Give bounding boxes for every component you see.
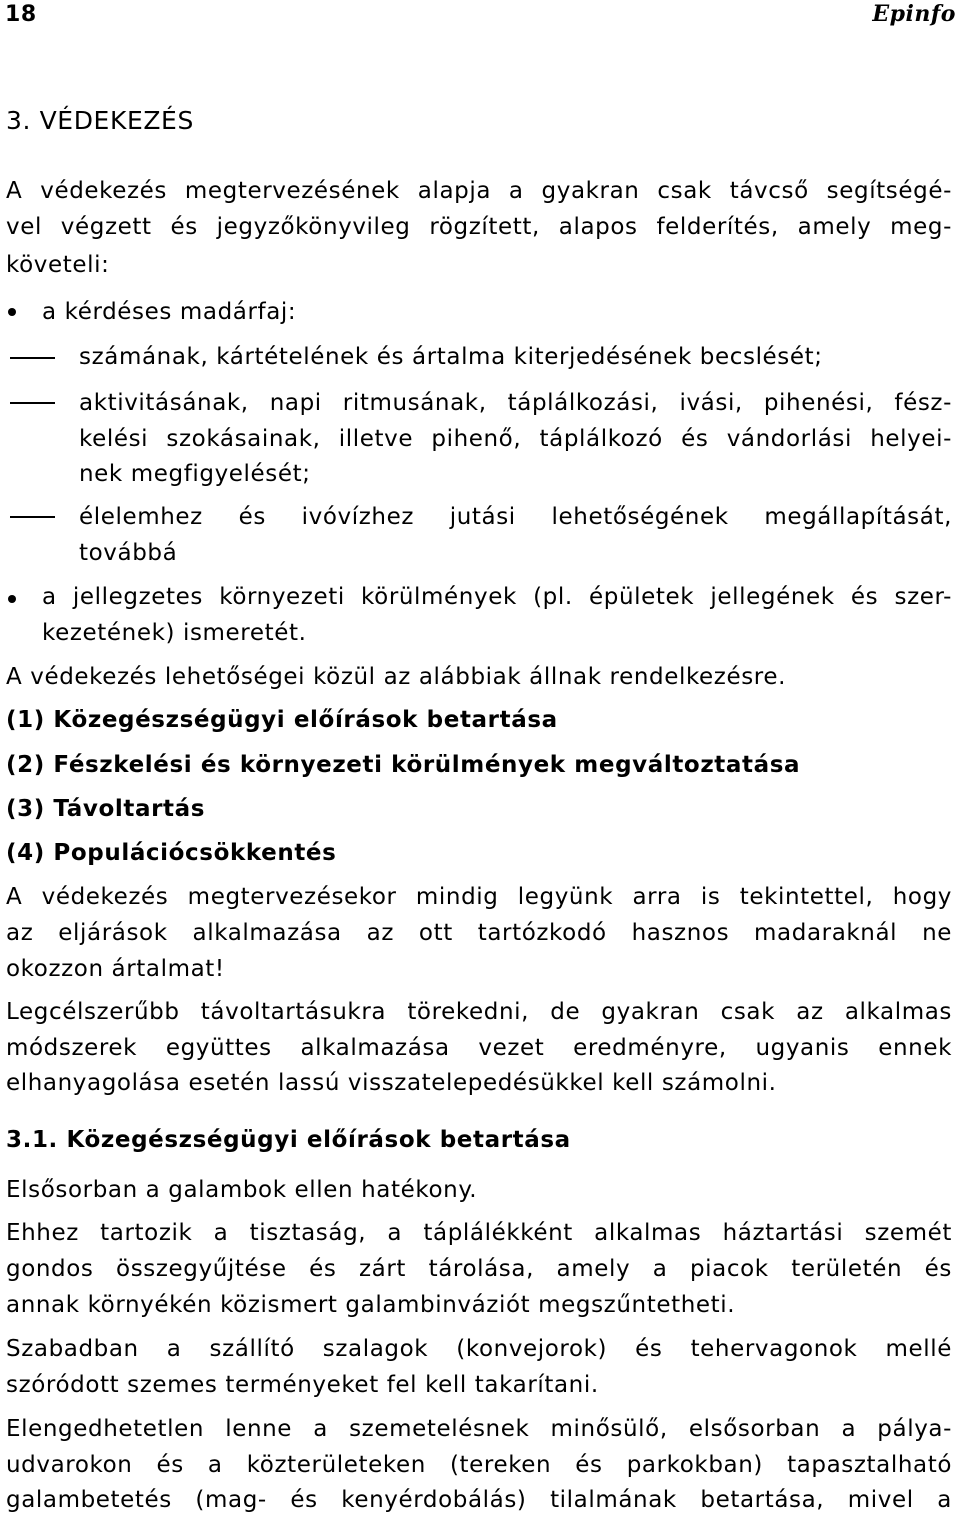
dash-2-line-3: nek megfigyelését; (79, 461, 311, 487)
option-item: (1) Közegészségügyi előírások betartása (6, 707, 558, 733)
dash-2-line-1: aktivitásának, napi ritmusának, táplálkozási, ivási, pihenési, fész- (79, 390, 952, 416)
para-5-line-2: szóródott szemes terményeket fel kell takarítani. (6, 1372, 599, 1398)
para-3: Elsősorban a galambok ellen hatékony. (6, 1177, 478, 1203)
dash-3-line-1: élelemhez és ivóvízhez jutási lehetőségének megállapítását, (79, 504, 952, 530)
para-6-line-2: udvarokon és a közterületeken (tereken és parkokban) tapasztalható (6, 1452, 952, 1478)
option-item: (4) Populációcsökkentés (6, 840, 337, 866)
page-number: 18 (5, 2, 37, 27)
intro-line-3: követeli: (6, 252, 110, 278)
dash-2-line-2: kelési szokásainak, illetve pihenő, táplálkozó és vándorlási helyei- (79, 426, 952, 452)
bullet-1-text: a kérdéses madárfaj: (42, 299, 297, 325)
option-item: (3) Távoltartás (6, 796, 206, 822)
intro-line-1: A védekezés megtervezésének alapja a gyakran csak távcső segítségé- (6, 178, 952, 204)
intro-line-2: vel végzett és jegyzőkönyvileg rögzített, alapos felderítés, amely meg- (6, 214, 952, 240)
section-title: 3.1. Közegészségügyi előírások betartása (6, 1127, 571, 1153)
dash-3-line-2: továbbá (79, 540, 178, 566)
options-intro: A védekezés lehetőségei közül az alábbiak állnak rendelkezésre. (6, 664, 787, 690)
bullet-2-line-1: a jellegzetes környezeti körülmények (pl. épületek jellegének és szer- (42, 584, 952, 610)
para-2-line-3: elhanyagolása esetén lassú visszatelepedésükkel kell számolni. (6, 1070, 777, 1096)
para-4-line-2: gondos összegyűjtése és zárt tárolása, amely a piacok területén és (6, 1256, 952, 1282)
dash-icon (10, 357, 55, 359)
para-2-line-1: Legcélszerűbb távoltartásukra törekedni, de gyakran csak az alkalmas (6, 999, 952, 1025)
para-5-line-1: Szabadban a szállító szalagok (konvejorok) és tehervagonok mellé (6, 1336, 952, 1362)
dash-icon (10, 402, 55, 404)
para-1-line-1: A védekezés megtervezésekor mindig legyünk arra is tekintettel, hogy (6, 884, 952, 910)
bullet-icon (8, 595, 16, 603)
brand-logo: Epinfo (872, 1, 956, 27)
dash-icon (10, 516, 55, 518)
dash-1-text: számának, kártételének és ártalma kiterjedésének becslését; (79, 344, 823, 370)
option-item: (2) Fészkelési és környezeti körülmények megváltoztatása (6, 752, 801, 778)
para-1-line-3: okozzon ártalmat! (6, 956, 225, 982)
para-6-line-3: galambetetés (mag- és kenyérdobálás) tilalmának betartása, mivel a (6, 1487, 952, 1513)
bullet-2-line-2: kezetének) ismeretét. (42, 620, 307, 646)
bullet-icon (8, 308, 16, 316)
para-6-line-1: Elengedhetetlen lenne a szemetelésnek minősülő, elsősorban a pálya- (6, 1416, 952, 1442)
para-1-line-2: az eljárások alkalmazása az ott tartózkodó hasznos madaraknál ne (6, 920, 952, 946)
para-2-line-2: módszerek együttes alkalmazása vezet eredményre, ugyanis ennek (6, 1035, 952, 1061)
para-4-line-3: annak környékén közismert galambinváziót megszűntetheti. (6, 1292, 736, 1318)
para-4-line-1: Ehhez tartozik a tisztaság, a táplálékként alkalmas háztartási szemét (6, 1220, 952, 1246)
chapter-title: 3. VÉDEKEZÉS (6, 106, 194, 135)
